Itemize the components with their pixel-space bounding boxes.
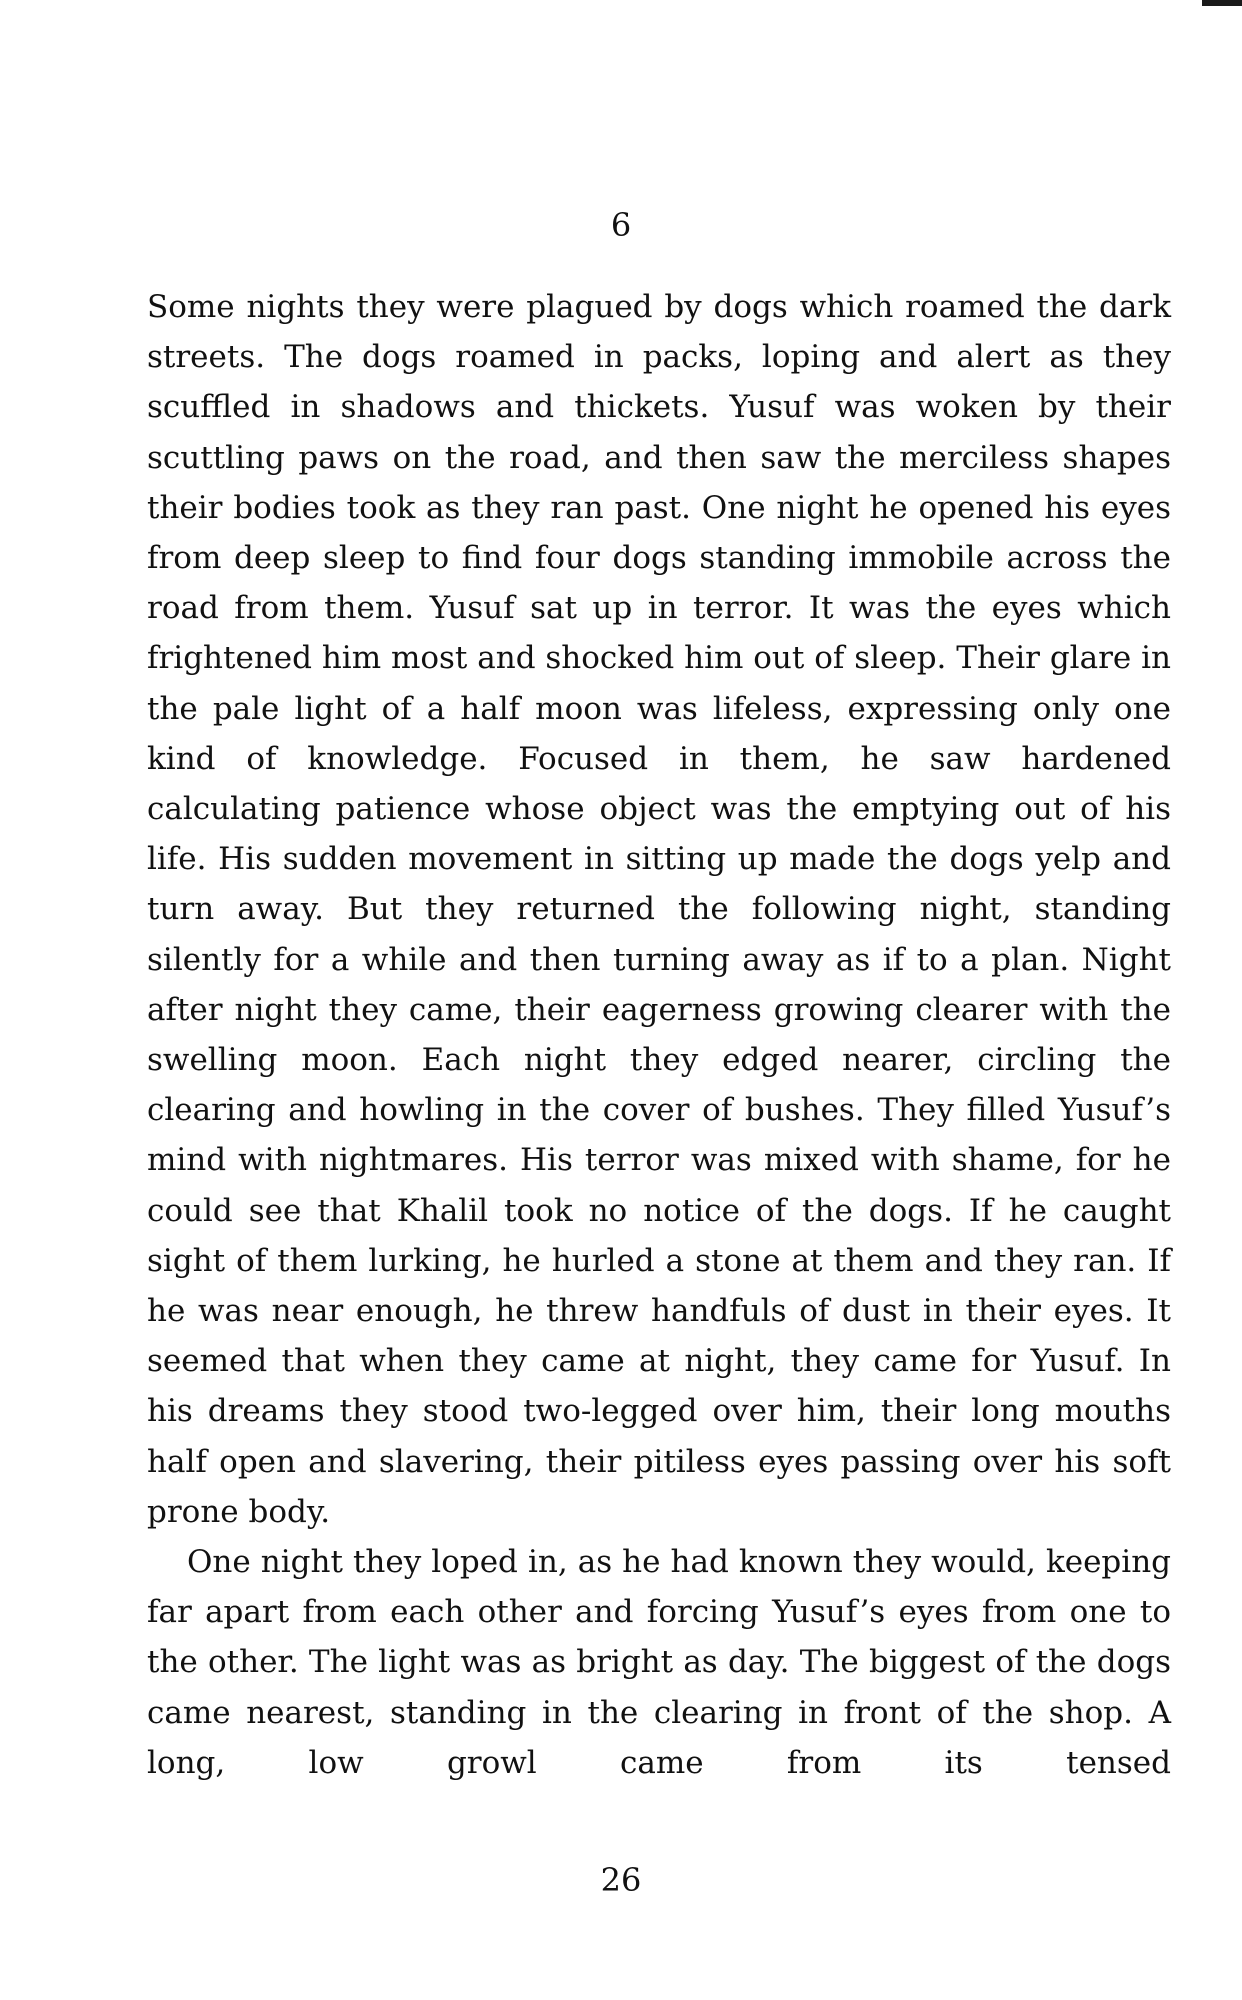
body-text <box>147 282 1171 1788</box>
scan-edge-mark <box>1202 0 1242 6</box>
page-number: 26 <box>600 1861 642 1899</box>
paragraph: One night they loped in, as he had known they would, keeping far apart from each other and forcing Yusuf’s eyes from one to the other. The light was as bright as day. The biggest of the dogs came nearest, standing in the clearing in front of the shop. A long, low growl came from its tensed <box>147 1544 1171 1781</box>
paragraph: Some nights they were plagued by dogs which roamed the dark streets. The dogs roamed in packs, loping and alert as they scuffled in shadows and thickets. Yusuf was woken by their scuttling paws on the road, and then saw the merciless shapes their bodies took as they ran past. One night he opened his eyes from deep sleep to find four dogs standing immobile across the road from them. Yusuf sat up in terror. It was the eyes which frightened him most and shocked him out of sleep. Their glare in the pale light of a half moon was lifeless, expressing only one kind of knowledge. Focused in them, he saw hardened calculating patience whose object was the emptying out of his life. His sudden movement in sitting up made the dogs yelp and turn away. But they returned the following night, standing silently for a while and then turning away as if to a plan. Night after night they came, their eagerness growing clearer with the swelling moon. Each night they edged nearer, circling the clearing and howling in the cover of bushes. They filled Yusuf’s mind with nightmares. His terror was mixed with shame, for he could see that Khalil took no notice of the dogs. If he caught sight of them lurking, he hurled a stone at them and they ran. If he was near enough, he threw handfuls of dust in their eyes. It seemed that when they came at night, they came for Yusuf. In his dreams they stood two-legged over him, their long mouths half open and slavering, their pitiless eyes passing over his soft prone body. <box>147 289 1171 1530</box>
chapter-number: 6 <box>610 206 632 244</box>
